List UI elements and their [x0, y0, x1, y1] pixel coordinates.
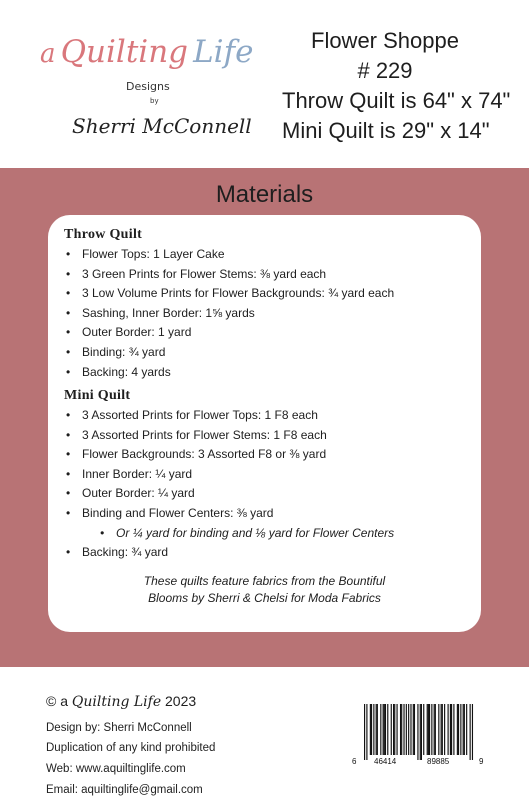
barcode-bar: [366, 704, 367, 760]
header: [0, 0, 529, 168]
barcode-bar: [393, 704, 394, 755]
barcode-bar: [391, 704, 392, 755]
barcode-bar: [408, 704, 409, 755]
copyright-year: 2023: [165, 693, 197, 709]
barcode-bar: [421, 704, 422, 760]
copyright-line: [46, 693, 196, 710]
copyright-brand: Quilting Life: [71, 694, 162, 710]
logo-wordmark: [40, 34, 253, 70]
list-item: • Backing: ¾ yard: [66, 543, 394, 563]
barcode-bar: [423, 704, 424, 755]
barcode-bar: [371, 704, 372, 755]
materials-band: [0, 168, 529, 667]
barcode-bar: [435, 704, 436, 755]
list-item: • Flower Backgrounds: 3 Assorted F8 or ⅜ yard: [66, 445, 394, 465]
barcode-bar: [370, 704, 371, 755]
pattern-title: Flower Shoppe: [311, 28, 459, 53]
brand-logo: [34, 30, 274, 150]
barcode-bar: [472, 704, 473, 760]
mini-materials-list: [66, 406, 394, 563]
footer: [0, 667, 529, 800]
list-item: • Binding and Flower Centers: ⅜ yard: [66, 504, 394, 524]
barcode-bar: [434, 704, 435, 755]
barcode-bar: [373, 704, 374, 755]
design-credit: Design by: Sherri McConnell: [46, 722, 192, 734]
list-item: • 3 Assorted Prints for Flower Tops: 1 F8 each: [66, 406, 394, 426]
barcode-bar: [460, 704, 461, 755]
barcode-bar: [464, 704, 465, 755]
throw-materials-list: [66, 245, 394, 382]
barcode-bar: [377, 704, 378, 755]
list-item: • Backing: 4 yards: [66, 363, 394, 383]
barcode-bar: [384, 704, 385, 755]
barcode-bar: [406, 704, 407, 755]
barcode-bar: [387, 704, 388, 755]
barcode-bar: [383, 704, 384, 755]
throw-quilt-heading: Throw Quilt: [64, 227, 143, 242]
barcode-bar: [376, 704, 377, 755]
logo-life: Life: [193, 34, 254, 70]
barcode-bar: [470, 704, 471, 760]
barcode-left-digits: 46414: [374, 757, 397, 766]
logo-designs: Designs: [126, 80, 170, 93]
duplication-notice: Duplication of any kind prohibited: [46, 742, 216, 754]
barcode-bar: [414, 704, 415, 755]
fabric-note: [48, 573, 481, 607]
materials-card: [48, 215, 481, 632]
barcode-bar: [448, 704, 449, 755]
mini-size: Mini Quilt is 29" x 14": [282, 118, 490, 143]
barcode-bar: [400, 704, 401, 755]
barcode-bar: [401, 704, 402, 755]
logo-by: by: [150, 97, 159, 105]
list-item: • 3 Green Prints for Flower Stems: ⅜ yard each: [66, 265, 394, 285]
barcode-bar: [453, 704, 454, 755]
barcode-right-digits: 89885: [427, 757, 450, 766]
barcode-bar: [410, 704, 411, 755]
barcode-bar: [380, 704, 381, 755]
barcode-bar: [429, 704, 430, 755]
upc-barcode: [352, 704, 484, 762]
barcode-bar: [394, 704, 395, 755]
barcode-bar: [431, 704, 432, 755]
list-item: • Flower Tops: 1 Layer Cake: [66, 245, 394, 265]
list-item: • 3 Assorted Prints for Flower Stems: 1 F8 each: [66, 426, 394, 446]
barcode-bar: [385, 704, 386, 755]
barcode-bar: [420, 704, 421, 760]
list-item: • Inner Border: ¼ yard: [66, 465, 394, 485]
barcode-bar: [442, 704, 443, 755]
barcode-bar: [466, 704, 467, 755]
barcode-bar: [450, 704, 451, 755]
logo-a: a: [40, 39, 56, 69]
web-address: Web: www.aquiltinglife.com: [46, 763, 186, 775]
barcode-bar: [444, 704, 445, 755]
pattern-number: # 229: [357, 58, 413, 83]
barcode-bar: [428, 704, 429, 755]
barcode-bar: [441, 704, 442, 755]
fabric-note-line: Blooms by Sherri & Chelsi for Moda Fabrics: [148, 591, 381, 605]
barcode-bar: [364, 704, 365, 760]
materials-heading: Materials: [215, 181, 314, 208]
mini-quilt-heading: Mini Quilt: [64, 388, 131, 403]
list-subitem: • Or ¼ yard for binding and ⅛ yard for Flower Centers: [66, 524, 394, 544]
list-item: • Sashing, Inner Border: 1⅝ yards: [66, 304, 394, 324]
throw-size: Throw Quilt is 64" x 74": [282, 88, 511, 113]
list-item: • 3 Low Volume Prints for Flower Backgrounds: ¾ yard each: [66, 284, 394, 304]
list-item: • Binding: ¾ yard: [66, 343, 394, 363]
barcode-bar: [403, 704, 404, 755]
barcode-bar: [438, 704, 439, 755]
barcode-lead-digit: 6: [352, 757, 357, 766]
logo-author: Sherri McConnell: [72, 114, 252, 138]
barcode-check-digit: 9: [479, 757, 484, 766]
logo-quilting: Quilting: [60, 34, 188, 70]
barcode-bar: [417, 704, 418, 760]
barcode-bar: [451, 704, 452, 755]
list-item: • Outer Border: ¼ yard: [66, 484, 394, 504]
pattern-title-block: [282, 26, 511, 146]
barcode-bar: [427, 704, 428, 755]
barcode-bar: [457, 704, 458, 755]
barcode-bar: [396, 704, 397, 755]
email-address: Email: aquiltinglife@gmail.com: [46, 784, 203, 796]
barcode-bar: [463, 704, 464, 755]
list-item: • Outer Border: 1 yard: [66, 323, 394, 343]
copyright-prefix: © a: [46, 693, 68, 709]
fabric-note-line: These quilts feature fabrics from the Bountiful: [143, 574, 386, 588]
barcode-bar: [413, 704, 414, 755]
barcode-bar: [458, 704, 459, 755]
